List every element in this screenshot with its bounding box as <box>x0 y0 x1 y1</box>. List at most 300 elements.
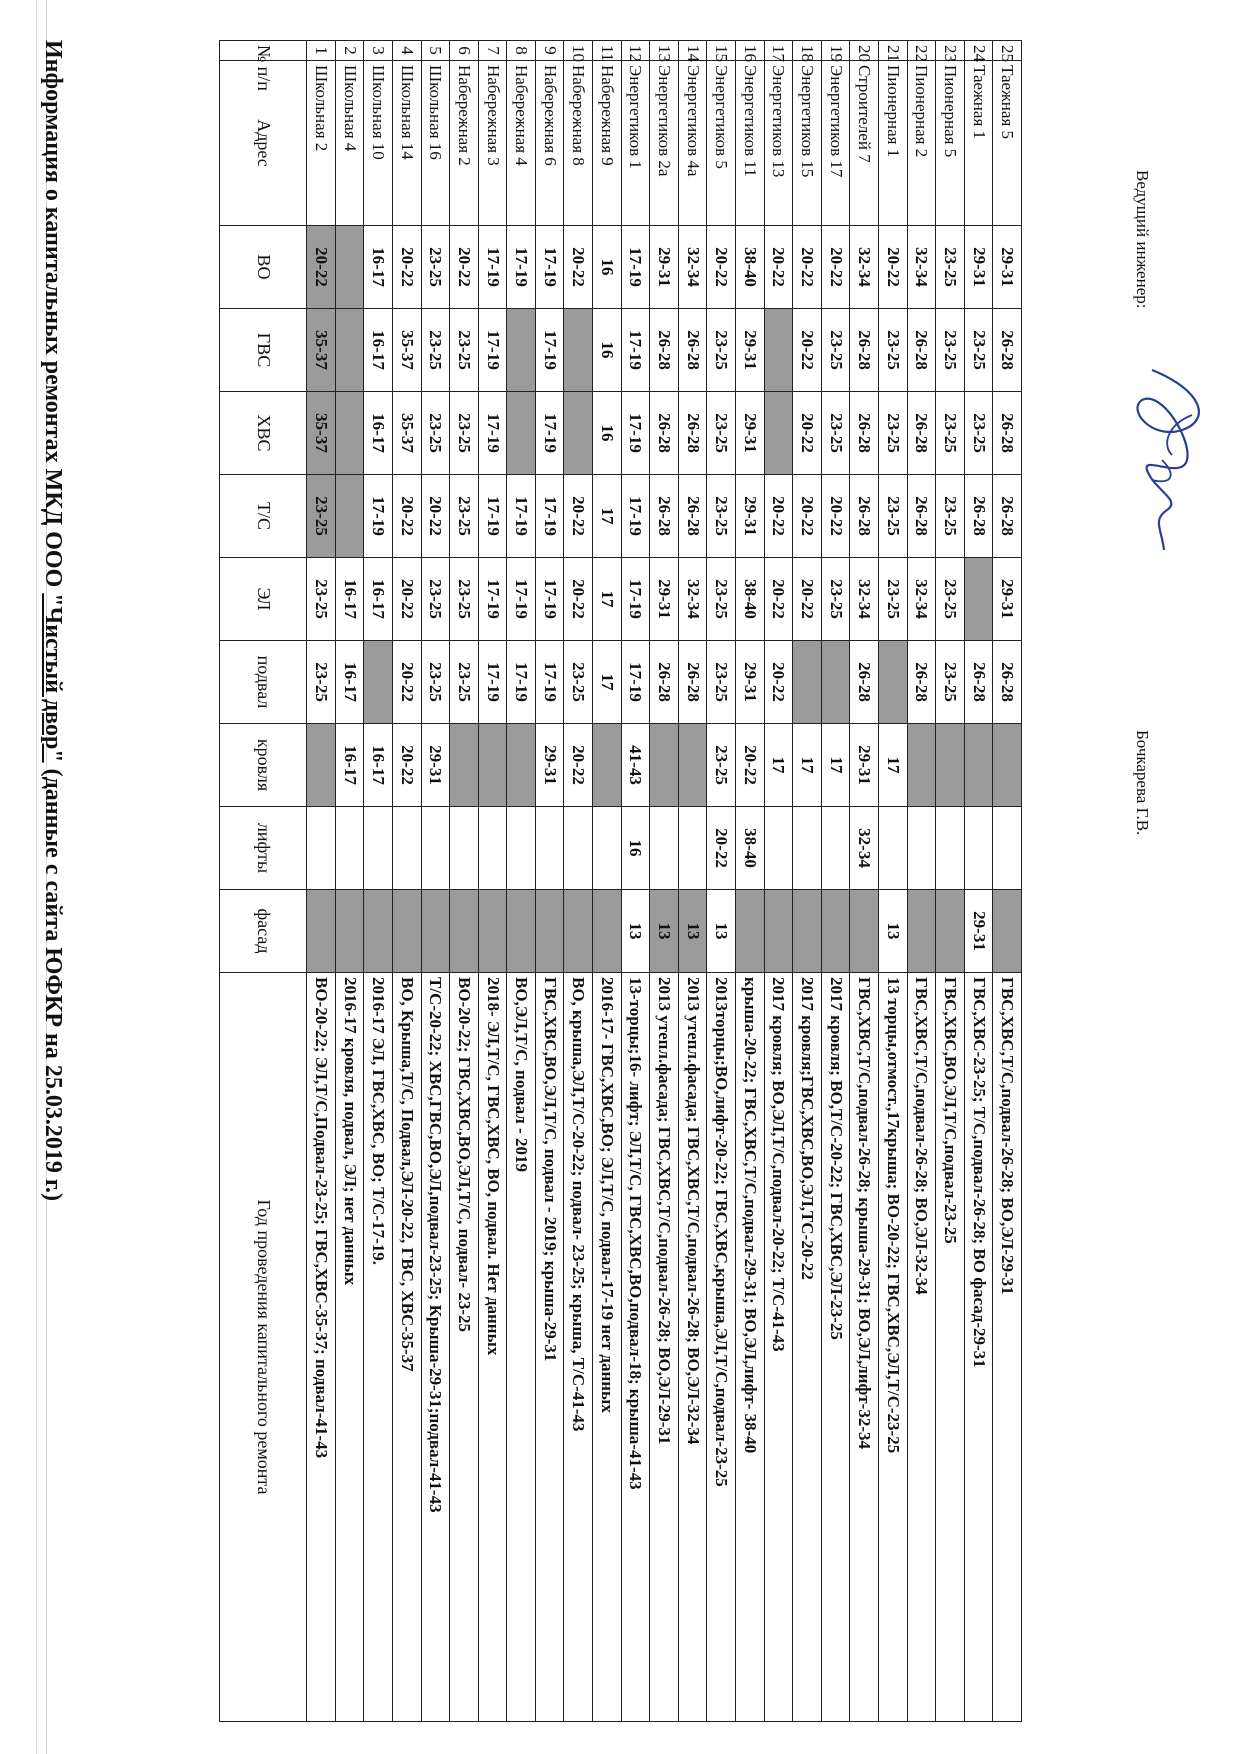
footer-position: Ведущий инженер: <box>1133 170 1152 309</box>
cell-facade: 13 <box>650 890 679 973</box>
signature-icon <box>1112 360 1222 560</box>
row-note: ГВС,ХВС-23-25; Т/С,подвал-26-28; ВО фасад-29-31 <box>964 973 993 1722</box>
table-body <box>220 41 1022 1722</box>
cell-gvs: 23-25 <box>964 309 993 392</box>
cell-hvs: 23-25 <box>964 392 993 475</box>
row-address: Энергетиков 11 <box>736 61 765 226</box>
cell-vo: 29-31 <box>964 226 993 309</box>
cell-gvs: 17-19 <box>535 309 564 392</box>
cell-gvs: 23-25 <box>421 309 450 392</box>
cell-gvs: 23-25 <box>879 309 908 392</box>
cell-roof <box>307 724 336 807</box>
row-note: 2016-17- ГВС,ХВС,ВО; ЭЛ,Т/С, подвал-17-19 нет данных <box>593 973 622 1722</box>
cell-vo: 23-25 <box>936 226 965 309</box>
cell-lifts: 16 <box>621 807 650 890</box>
cell-vo: 29-31 <box>993 226 1022 309</box>
cell-vo: 20-22 <box>564 226 593 309</box>
table-row <box>764 41 793 1722</box>
cell-gvs: 26-28 <box>650 309 679 392</box>
row-note: 13-торцы;16- лифт; ЭЛ,Т/С, ГВС,ХВС,ВО,подвал-18; крыша-41-43 <box>621 973 650 1722</box>
row-address: Энергетиков 13 <box>764 61 793 226</box>
cell-lifts <box>392 807 421 890</box>
cell-lifts <box>678 807 707 890</box>
cell-lifts: 38-40 <box>736 807 765 890</box>
cell-vo: 32-34 <box>907 226 936 309</box>
header-note: Год проведения капитального ремонта <box>220 973 307 1722</box>
cell-roof: 29-31 <box>535 724 564 807</box>
cell-facade <box>936 890 965 973</box>
cell-facade <box>764 890 793 973</box>
header-basement: подвал <box>220 641 307 724</box>
cell-vo: 20-22 <box>707 226 736 309</box>
cell-basement: 23-25 <box>564 641 593 724</box>
row-number: 17 <box>764 41 793 61</box>
row-note: 2017 кровля; ВО,ЭЛ,Т/С,подвал-20-22; Т/С-41-43 <box>764 973 793 1722</box>
row-note: 2016-17 кровля, подвал, ЭЛ; нет данных <box>335 973 364 1722</box>
cell-facade <box>450 890 479 973</box>
row-number: 3 <box>364 41 393 61</box>
cell-lifts <box>421 807 450 890</box>
cell-basement <box>821 641 850 724</box>
row-note: 2013 утепл.фасада; ГВС,ХВС,Т/С,подвал-26-28; ВО,ЭЛ-29-31 <box>650 973 679 1722</box>
cell-facade <box>307 890 336 973</box>
cell-facade <box>421 890 450 973</box>
cell-lifts <box>936 807 965 890</box>
table-row <box>936 41 965 1722</box>
cell-el: 23-25 <box>421 558 450 641</box>
cell-lifts: 20-22 <box>707 807 736 890</box>
cell-lifts <box>478 807 507 890</box>
row-address: Набережная 4 <box>507 61 536 226</box>
cell-basement: 26-28 <box>964 641 993 724</box>
row-number: 2 <box>335 41 364 61</box>
row-number: 13 <box>650 41 679 61</box>
table-row <box>736 41 765 1722</box>
cell-hvs: 26-28 <box>907 392 936 475</box>
page-rule <box>36 0 37 1754</box>
cell-ts: 23-25 <box>307 475 336 558</box>
row-address: Школьная 14 <box>392 61 421 226</box>
cell-facade <box>364 890 393 973</box>
cell-roof <box>964 724 993 807</box>
row-address: Энергетиков 17 <box>821 61 850 226</box>
cell-ts: 17-19 <box>507 475 536 558</box>
cell-roof <box>936 724 965 807</box>
cell-ts: 26-28 <box>964 475 993 558</box>
header-facade: фасад <box>220 890 307 973</box>
row-note: крыша-20-22; ГВС,ХВС,Т/С,подвал-29-31; ВО,ЭЛ,лифт- 38-40 <box>736 973 765 1722</box>
cell-basement: 20-22 <box>392 641 421 724</box>
row-note: ВО, Крыша,Т/С, Подвал,ЭЛ-20-22, ГВС, ХВС-35-37 <box>392 973 421 1722</box>
cell-gvs: 26-28 <box>678 309 707 392</box>
title-main: Информация о капитальных ремонтах МКД ООО <box>40 40 66 594</box>
cell-el: 16-17 <box>335 558 364 641</box>
row-note: ВО, крыша,ЭЛ,Т/С-20-22; подвал- 23-25; крыша, Т/С-41-43 <box>564 973 593 1722</box>
cell-hvs: 16 <box>593 392 622 475</box>
row-note: 2017 кровля; ВО,Т/С-20-22; ГВС,ХВС,ЭЛ-23-25 <box>821 973 850 1722</box>
table-row <box>907 41 936 1722</box>
row-address: Школьная 10 <box>364 61 393 226</box>
cell-el: 20-22 <box>392 558 421 641</box>
cell-ts: 23-25 <box>450 475 479 558</box>
cell-el: 20-22 <box>793 558 822 641</box>
row-number: 7 <box>478 41 507 61</box>
table-row <box>821 41 850 1722</box>
footer-name: Бочкарева Г.В. <box>1133 730 1152 836</box>
row-address: Пионерная 2 <box>907 61 936 226</box>
cell-roof <box>507 724 536 807</box>
row-number: 6 <box>450 41 479 61</box>
row-number: 5 <box>421 41 450 61</box>
cell-el: 23-25 <box>707 558 736 641</box>
cell-ts: 20-22 <box>564 475 593 558</box>
cell-ts: 26-28 <box>850 475 879 558</box>
cell-roof <box>478 724 507 807</box>
cell-vo: 17-19 <box>478 226 507 309</box>
cell-ts: 26-28 <box>678 475 707 558</box>
cell-hvs: 17-19 <box>478 392 507 475</box>
row-address: Набережная 2 <box>450 61 479 226</box>
cell-roof <box>678 724 707 807</box>
cell-ts: 20-22 <box>764 475 793 558</box>
cell-hvs: 17-19 <box>535 392 564 475</box>
row-address: Набережная 8 <box>564 61 593 226</box>
cell-roof <box>907 724 936 807</box>
row-number: 23 <box>936 41 965 61</box>
cell-ts <box>335 475 364 558</box>
cell-el: 20-22 <box>764 558 793 641</box>
cell-hvs: 35-37 <box>392 392 421 475</box>
row-address: Таежная 5 <box>993 61 1022 226</box>
cell-basement <box>793 641 822 724</box>
row-address: Набережная 9 <box>593 61 622 226</box>
cell-basement: 20-22 <box>764 641 793 724</box>
cell-hvs: 26-28 <box>850 392 879 475</box>
cell-lifts <box>507 807 536 890</box>
cell-el: 17-19 <box>478 558 507 641</box>
cell-el <box>964 558 993 641</box>
table-row <box>593 41 622 1722</box>
cell-lifts <box>793 807 822 890</box>
row-note: 2013торцы;ВО,лифт-20-22; ГВС,ХВС,крыша,ЭЛ,Т/С,подвал-23-25 <box>707 973 736 1722</box>
cell-roof <box>593 724 622 807</box>
cell-facade: 13 <box>879 890 908 973</box>
table-row <box>535 41 564 1722</box>
cell-facade: 13 <box>707 890 736 973</box>
cell-hvs <box>507 392 536 475</box>
table-row <box>564 41 593 1722</box>
cell-el: 32-34 <box>850 558 879 641</box>
cell-gvs: 16 <box>593 309 622 392</box>
cell-lifts <box>364 807 393 890</box>
cell-ts: 26-28 <box>993 475 1022 558</box>
row-number: 9 <box>535 41 564 61</box>
cell-gvs: 17-19 <box>478 309 507 392</box>
cell-roof: 29-31 <box>850 724 879 807</box>
cell-basement: 29-31 <box>736 641 765 724</box>
cell-ts: 17 <box>593 475 622 558</box>
row-address: Набережная 6 <box>535 61 564 226</box>
header-row <box>220 41 307 1722</box>
table-row <box>707 41 736 1722</box>
cell-vo: 17-19 <box>507 226 536 309</box>
cell-vo: 23-25 <box>421 226 450 309</box>
title-suffix: (данные с сайта ЮФКР на 25.03.2019 г.) <box>40 762 66 1202</box>
cell-vo: 20-22 <box>821 226 850 309</box>
cell-el: 23-25 <box>307 558 336 641</box>
cell-lifts <box>450 807 479 890</box>
table-row <box>850 41 879 1722</box>
cell-el: 16-17 <box>364 558 393 641</box>
cell-gvs: 23-25 <box>707 309 736 392</box>
table-row <box>307 41 336 1722</box>
cell-hvs: 26-28 <box>678 392 707 475</box>
cell-ts: 20-22 <box>421 475 450 558</box>
cell-gvs: 23-25 <box>936 309 965 392</box>
cell-el: 20-22 <box>564 558 593 641</box>
row-number: 25 <box>993 41 1022 61</box>
row-number: 4 <box>392 41 421 61</box>
header-lifts: лифты <box>220 807 307 890</box>
row-number: 21 <box>879 41 908 61</box>
cell-hvs: 16-17 <box>364 392 393 475</box>
cell-roof <box>650 724 679 807</box>
cell-basement <box>364 641 393 724</box>
row-number: 12 <box>621 41 650 61</box>
cell-roof: 23-25 <box>707 724 736 807</box>
row-note: 2018- ЭЛ,Т/С, ГВС,ХВС, ВО, подвал. Нет данных <box>478 973 507 1722</box>
cell-vo: 32-34 <box>850 226 879 309</box>
cell-lifts <box>907 807 936 890</box>
row-number: 16 <box>736 41 765 61</box>
cell-ts: 17-19 <box>478 475 507 558</box>
cell-facade <box>793 890 822 973</box>
header-address: Адрес <box>220 61 307 226</box>
cell-facade <box>907 890 936 973</box>
cell-hvs: 20-22 <box>793 392 822 475</box>
cell-roof: 16-17 <box>335 724 364 807</box>
cell-facade <box>593 890 622 973</box>
header-roof: кровля <box>220 724 307 807</box>
cell-ts: 29-31 <box>736 475 765 558</box>
cell-basement: 23-25 <box>936 641 965 724</box>
cell-gvs: 35-37 <box>392 309 421 392</box>
table-row <box>421 41 450 1722</box>
cell-basement: 17-19 <box>507 641 536 724</box>
cell-ts: 23-25 <box>707 475 736 558</box>
cell-hvs <box>335 392 364 475</box>
cell-ts: 23-25 <box>936 475 965 558</box>
cell-hvs: 23-25 <box>936 392 965 475</box>
row-address: Энергетиков 2а <box>650 61 679 226</box>
cell-facade <box>478 890 507 973</box>
cell-roof: 20-22 <box>736 724 765 807</box>
cell-vo: 38-40 <box>736 226 765 309</box>
row-address: Школьная 4 <box>335 61 364 226</box>
table-row <box>678 41 707 1722</box>
table-row <box>392 41 421 1722</box>
cell-el: 17 <box>593 558 622 641</box>
cell-hvs <box>764 392 793 475</box>
cell-hvs: 23-25 <box>707 392 736 475</box>
row-number: 1 <box>307 41 336 61</box>
cell-vo: 16 <box>593 226 622 309</box>
cell-ts: 20-22 <box>793 475 822 558</box>
row-note: ВО-20-22; ЭЛ,Т/С,Подвал-23-25; ГВС,ХВС-35-37; подвал-41-43 <box>307 973 336 1722</box>
cell-hvs: 23-25 <box>450 392 479 475</box>
table-row <box>793 41 822 1722</box>
cell-facade <box>564 890 593 973</box>
table-row <box>507 41 536 1722</box>
row-note: ГВС,ХВС,Т/С,подвал-26-28; ВО,ЭЛ-32-34 <box>907 973 936 1722</box>
cell-el: 32-34 <box>678 558 707 641</box>
title-company: "Чистый двор" <box>40 593 66 763</box>
cell-facade <box>736 890 765 973</box>
cell-hvs: 26-28 <box>650 392 679 475</box>
cell-hvs: 17-19 <box>621 392 650 475</box>
cell-basement: 26-28 <box>650 641 679 724</box>
header-vo: ВО <box>220 226 307 309</box>
cell-vo: 20-22 <box>307 226 336 309</box>
cell-basement: 17-19 <box>478 641 507 724</box>
row-note: ГВС,ХВС,ВО,ЭЛ,Т/С,подвал-23-25 <box>936 973 965 1722</box>
cell-facade: 13 <box>621 890 650 973</box>
cell-gvs: 26-28 <box>850 309 879 392</box>
cell-vo: 20-22 <box>879 226 908 309</box>
cell-lifts <box>764 807 793 890</box>
cell-facade <box>507 890 536 973</box>
cell-gvs: 26-28 <box>993 309 1022 392</box>
cell-lifts <box>335 807 364 890</box>
row-number: 24 <box>964 41 993 61</box>
cell-hvs: 29-31 <box>736 392 765 475</box>
cell-facade <box>335 890 364 973</box>
cell-facade: 13 <box>678 890 707 973</box>
row-note: ГВС,ХВС,Т/С,подвал-26-28; крыша-29-31; ВО,ЭЛ,лифт-32-34 <box>850 973 879 1722</box>
cell-roof: 16-17 <box>364 724 393 807</box>
cell-ts: 20-22 <box>821 475 850 558</box>
cell-vo: 20-22 <box>392 226 421 309</box>
cell-facade <box>392 890 421 973</box>
cell-vo: 29-31 <box>650 226 679 309</box>
cell-gvs <box>764 309 793 392</box>
row-note: 2017 кровля;ГВС,ХВС,ВО,ЭЛ,ТС-20-22 <box>793 973 822 1722</box>
cell-hvs: 35-37 <box>307 392 336 475</box>
cell-lifts <box>564 807 593 890</box>
table-row <box>879 41 908 1722</box>
cell-gvs: 20-22 <box>793 309 822 392</box>
cell-lifts <box>535 807 564 890</box>
row-number: 18 <box>793 41 822 61</box>
document-title <box>39 40 66 1201</box>
cell-gvs: 16-17 <box>364 309 393 392</box>
cell-vo: 20-22 <box>793 226 822 309</box>
cell-lifts <box>879 807 908 890</box>
cell-basement: 23-25 <box>450 641 479 724</box>
cell-el: 17-19 <box>621 558 650 641</box>
row-address: Энергетиков 4а <box>678 61 707 226</box>
header-el: ЭЛ <box>220 558 307 641</box>
cell-hvs: 23-25 <box>421 392 450 475</box>
cell-facade <box>993 890 1022 973</box>
cell-el: 23-25 <box>879 558 908 641</box>
header-gvs: ГВС <box>220 309 307 392</box>
row-number: 15 <box>707 41 736 61</box>
cell-basement: 26-28 <box>678 641 707 724</box>
cell-ts: 17-19 <box>364 475 393 558</box>
cell-el: 32-34 <box>907 558 936 641</box>
cell-roof <box>993 724 1022 807</box>
cell-vo: 32-34 <box>678 226 707 309</box>
row-note: ГВС,ХВС,ВО,ЭЛ,Т/С, подвал - 2019; крыша-29-31 <box>535 973 564 1722</box>
cell-roof: 41-43 <box>621 724 650 807</box>
table-row <box>650 41 679 1722</box>
cell-hvs <box>564 392 593 475</box>
cell-el: 23-25 <box>450 558 479 641</box>
cell-gvs: 26-28 <box>907 309 936 392</box>
table-row <box>993 41 1022 1722</box>
cell-hvs: 23-25 <box>879 392 908 475</box>
cell-basement: 26-28 <box>850 641 879 724</box>
repairs-table <box>219 40 1022 1722</box>
cell-gvs <box>507 309 536 392</box>
row-address: Школьная 16 <box>421 61 450 226</box>
cell-gvs <box>564 309 593 392</box>
cell-basement: 17-19 <box>535 641 564 724</box>
cell-ts: 26-28 <box>907 475 936 558</box>
cell-el: 23-25 <box>936 558 965 641</box>
cell-vo: 20-22 <box>764 226 793 309</box>
table-row <box>964 41 993 1722</box>
row-address: Энергетиков 1 <box>621 61 650 226</box>
row-address: Пионерная 5 <box>936 61 965 226</box>
cell-lifts <box>993 807 1022 890</box>
cell-roof <box>450 724 479 807</box>
cell-gvs: 29-31 <box>736 309 765 392</box>
cell-ts: 26-28 <box>650 475 679 558</box>
cell-lifts <box>593 807 622 890</box>
cell-roof: 17 <box>764 724 793 807</box>
row-number: 22 <box>907 41 936 61</box>
cell-el: 17-19 <box>535 558 564 641</box>
cell-vo: 17-19 <box>535 226 564 309</box>
cell-roof: 20-22 <box>564 724 593 807</box>
cell-roof: 17 <box>793 724 822 807</box>
row-note: 2013 утепл.фасада; ГВС,ХВС,Т/С,подвал-26-28; ВО,ЭЛ-32-34 <box>678 973 707 1722</box>
cell-roof: 17 <box>879 724 908 807</box>
cell-facade <box>535 890 564 973</box>
row-note: ВО-20-22; ГВС,ХВС,ВО,ЭЛ,Т/С, подвал- 23-25 <box>450 973 479 1722</box>
cell-el: 23-25 <box>821 558 850 641</box>
cell-basement: 16-17 <box>335 641 364 724</box>
cell-basement: 23-25 <box>421 641 450 724</box>
cell-lifts <box>821 807 850 890</box>
row-note: 13 торцы,отмост.,17крыша; ВО-20-22; ГВС,ХВС,ЭЛ,Т/С-23-25 <box>879 973 908 1722</box>
row-address: Энергетиков 15 <box>793 61 822 226</box>
row-address: Строителей 7 <box>850 61 879 226</box>
header-ts: Т/С <box>220 475 307 558</box>
cell-basement: 17-19 <box>621 641 650 724</box>
cell-el: 29-31 <box>993 558 1022 641</box>
cell-lifts <box>650 807 679 890</box>
cell-gvs <box>335 309 364 392</box>
row-address: Школьная 2 <box>307 61 336 226</box>
row-number: 11 <box>593 41 622 61</box>
row-note: ВО,ЭЛ,Т/С, подвал - 2019 <box>507 973 536 1722</box>
row-note: ГВС,ХВС,Т/С,подвал-26-28; ВО,ЭЛ-29-31 <box>993 973 1022 1722</box>
cell-vo: 17-19 <box>621 226 650 309</box>
cell-lifts: 32-34 <box>850 807 879 890</box>
